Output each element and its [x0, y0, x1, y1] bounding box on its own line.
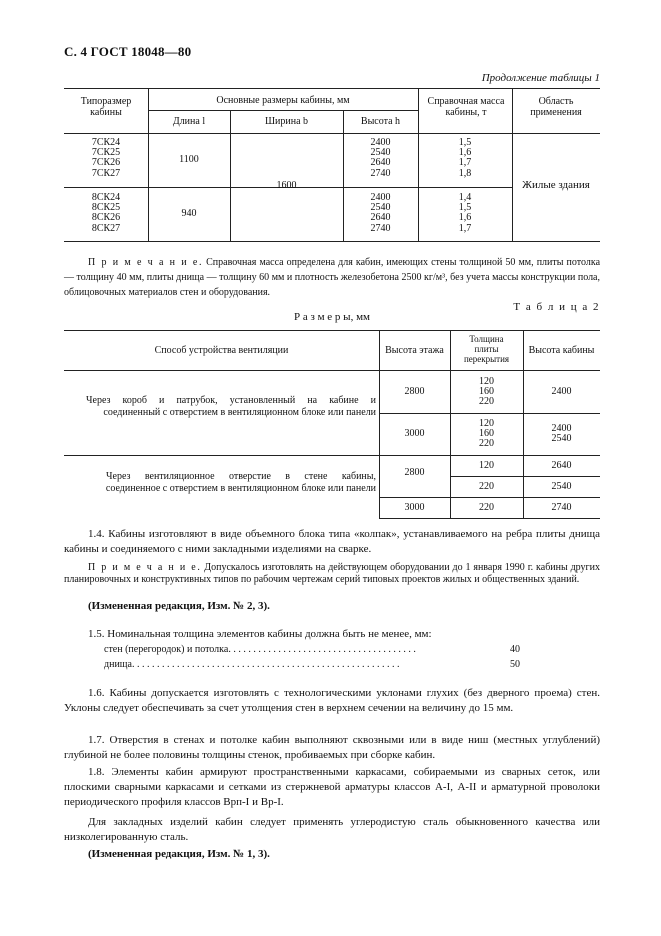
type-cell: 7СК24: [91, 137, 121, 148]
height-cell: 2400: [370, 137, 391, 148]
mass-cell: 1,6: [458, 212, 472, 224]
group2-heights: [343, 193, 418, 234]
height-cell: 2640: [370, 157, 391, 169]
thickness-label: днища: [104, 659, 132, 670]
thickness-value: 40: [510, 644, 520, 655]
slab-cell: 160: [479, 428, 494, 440]
note-label: П р и м е ч а н и е.: [88, 257, 204, 268]
method2-line: соединенное с отверстием в вентиляционном блоке или панели: [105, 483, 376, 494]
type-cell: 8СК24: [91, 192, 121, 203]
method2-cell: [66, 471, 376, 495]
col-type-header: Типоразмер кабины: [80, 96, 132, 118]
paragraph-1-7: 1.7. Отверстия в стенах и потолке кабин выполняют сквозными или в виде ниш (местных углублений) глубиной не более половины толщины стенок, пробиваемых при сборке кабин.: [64, 734, 600, 761]
type-cell: 8СК27: [91, 222, 121, 234]
note-text: Допускалось изготовлять на действующем оборудовании до 1 января 1990 г. кабины других планировочных и конструктивных типов по рабочим чертежам серий типовых проектов жилых и общественных зданий.: [64, 562, 600, 585]
height-cell: 2540: [370, 202, 391, 214]
col-width-header: Ширина b: [264, 116, 309, 127]
group1-heights: [343, 138, 418, 179]
r2-slab: [450, 419, 523, 450]
mass-cell: 1,6: [458, 147, 472, 159]
col-area-header: Область применения: [530, 96, 582, 118]
paragraph-1-6: 1.6. Кабины допускается изготовлять с технологическими уклонами глухих (без дверного проема) стен. Уклоны следует обеспечивать за счет утолщения стен в верхнем сечении на величину до 15 мм.: [64, 687, 600, 714]
paragraph-1-5: 1.5. Номинальная толщина элементов кабины должна быть не менее, мм:: [88, 628, 432, 640]
slab-cell: 160: [479, 386, 494, 398]
method1-line: Через короб и патрубок, установленный на кабине и: [86, 395, 376, 406]
group1-length: 1100: [179, 154, 199, 165]
group2-types: [64, 193, 148, 234]
col-height-header: Высота h: [360, 116, 401, 127]
thickness-label: стен (перегородок) и потолка: [104, 644, 229, 655]
cabin-cell: 2400: [551, 423, 572, 434]
mass-cell: 1,5: [458, 202, 472, 214]
r1-floor: 2800: [404, 386, 425, 397]
col-length-header: Длина l: [172, 116, 206, 127]
paragraph-1-4-note: [64, 562, 600, 586]
paragraph-1-8: 1.8. Элементы кабин армируют пространственными каркасами, собираемыми из сварных сеток, или плоскими сварными каркасами и сетками из стержневой арматуры классов А-I, А-II и арматурной проволоки периодического профиля классов Врп-I и Вр-I.: [64, 766, 600, 808]
r3-floor: 2800: [404, 467, 425, 478]
mass-cell: 1,5: [458, 137, 472, 148]
col-method-header: Способ устройства вентиляции: [154, 345, 289, 356]
r2-cabin: [523, 424, 600, 444]
cabin-cell: 2540: [551, 433, 572, 445]
r3-slab-a: 120: [479, 460, 494, 471]
col-floor-height-header: Высота этажа: [385, 345, 444, 356]
slab-cell: 220: [479, 438, 494, 450]
col-slab-header: [450, 334, 523, 364]
table1-continuation-label: Продолжение таблицы 1: [481, 72, 600, 84]
note-text: Справочная масса определена для кабин, имеющих стены толщиной 50 мм, плиты потолка — толщину 40 мм, плиты днища — толщину 60 мм и плотность железобетона 2500 кг/м³, без учета массы конструкции пола, облицовочных материалов стен и оборудования.: [64, 257, 601, 298]
revision-note-1: (Измененная редакция, Изм. № 2, 3).: [88, 600, 270, 612]
r4-floor: 3000: [404, 502, 425, 513]
group1-masses: [418, 138, 512, 179]
slab-cell: 220: [479, 396, 494, 408]
type-cell: 7СК25: [91, 147, 121, 159]
slab-cell: 120: [479, 418, 494, 429]
paragraph-1-8-steel: Для закладных изделий кабин следует применять углеродистую сталь обыкновенного качества или низколегированную сталь.: [64, 816, 600, 843]
method1-cell: [66, 395, 376, 419]
height-cell: 2740: [370, 167, 391, 179]
r3-cabin-b: 2540: [551, 481, 572, 492]
leader-dots: . . . . . . . . . . . . . . . . . . . . . . . . . . . . . . . . . . . . . .: [228, 644, 416, 655]
height-cell: 2740: [370, 222, 391, 234]
thickness-item: [104, 659, 520, 670]
height-cell: 2640: [370, 212, 391, 224]
group1-types: [64, 138, 148, 179]
col-mass-header: Справочная масса кабины, т: [427, 96, 505, 118]
method2-line: Через вентиляционное отверстие в стене кабины,: [106, 471, 376, 482]
table2-label: Т а б л и ц а 2: [513, 301, 600, 313]
thickness-item: [104, 644, 520, 655]
r3-slab-b: 220: [479, 481, 494, 492]
slab-header-line: Толщина: [469, 334, 504, 344]
slab-cell: 120: [479, 376, 494, 387]
r1-cabin: 2400: [551, 386, 572, 397]
table1-note: [64, 255, 600, 300]
mass-cell: 1,7: [458, 157, 472, 169]
page-header: С. 4 ГОСТ 18048—80: [64, 44, 192, 59]
r4-slab: 220: [479, 502, 494, 513]
height-cell: 2540: [370, 147, 391, 159]
type-cell: 8СК25: [91, 202, 121, 214]
group2-masses: [418, 193, 512, 234]
mass-cell: 1,4: [458, 192, 472, 203]
revision-note-2: (Измененная редакция, Изм. № 1, 3).: [88, 848, 270, 860]
r1-slab: [450, 377, 523, 408]
slab-header-line: перекрытия: [463, 354, 510, 364]
area-value: Жилые здания: [522, 179, 590, 191]
table2-caption: Р а з м е р ы, мм: [293, 311, 370, 323]
type-cell: 8СК26: [91, 212, 121, 224]
leader-dots: . . . . . . . . . . . . . . . . . . . . . . . . . . . . . . . . . . . . . . . . . . . . . . . . . . . . . .: [131, 659, 400, 670]
height-cell: 2400: [370, 192, 391, 203]
thickness-value: 50: [510, 659, 520, 670]
group2-length: 940: [181, 208, 197, 219]
col-cabin-height-header: Высота кабины: [528, 345, 595, 356]
type-cell: 7СК26: [91, 157, 121, 169]
slab-header-line: плиты: [474, 344, 499, 354]
r2-floor: 3000: [404, 428, 425, 439]
mass-cell: 1,7: [458, 222, 472, 234]
note-label: П р и м е ч а н и е.: [88, 562, 202, 573]
r3-cabin-a: 2640: [551, 460, 572, 471]
type-cell: 7СК27: [91, 167, 121, 179]
paragraph-1-4: 1.4. Кабины изготовляют в виде объемного блока типа «колпак», устанавливаемого на ребра плиты днища кабины и соединяемого с ними закладными изделиями на сварке.: [64, 528, 600, 555]
col-main-dims-header: Основные размеры кабины, мм: [216, 95, 350, 106]
method1-line: соединенный с отверстием в вентиляционном блоке или панели: [103, 407, 376, 418]
r4-cabin: 2740: [551, 502, 572, 513]
width-value: 1600: [276, 180, 297, 191]
mass-cell: 1,8: [458, 167, 472, 179]
